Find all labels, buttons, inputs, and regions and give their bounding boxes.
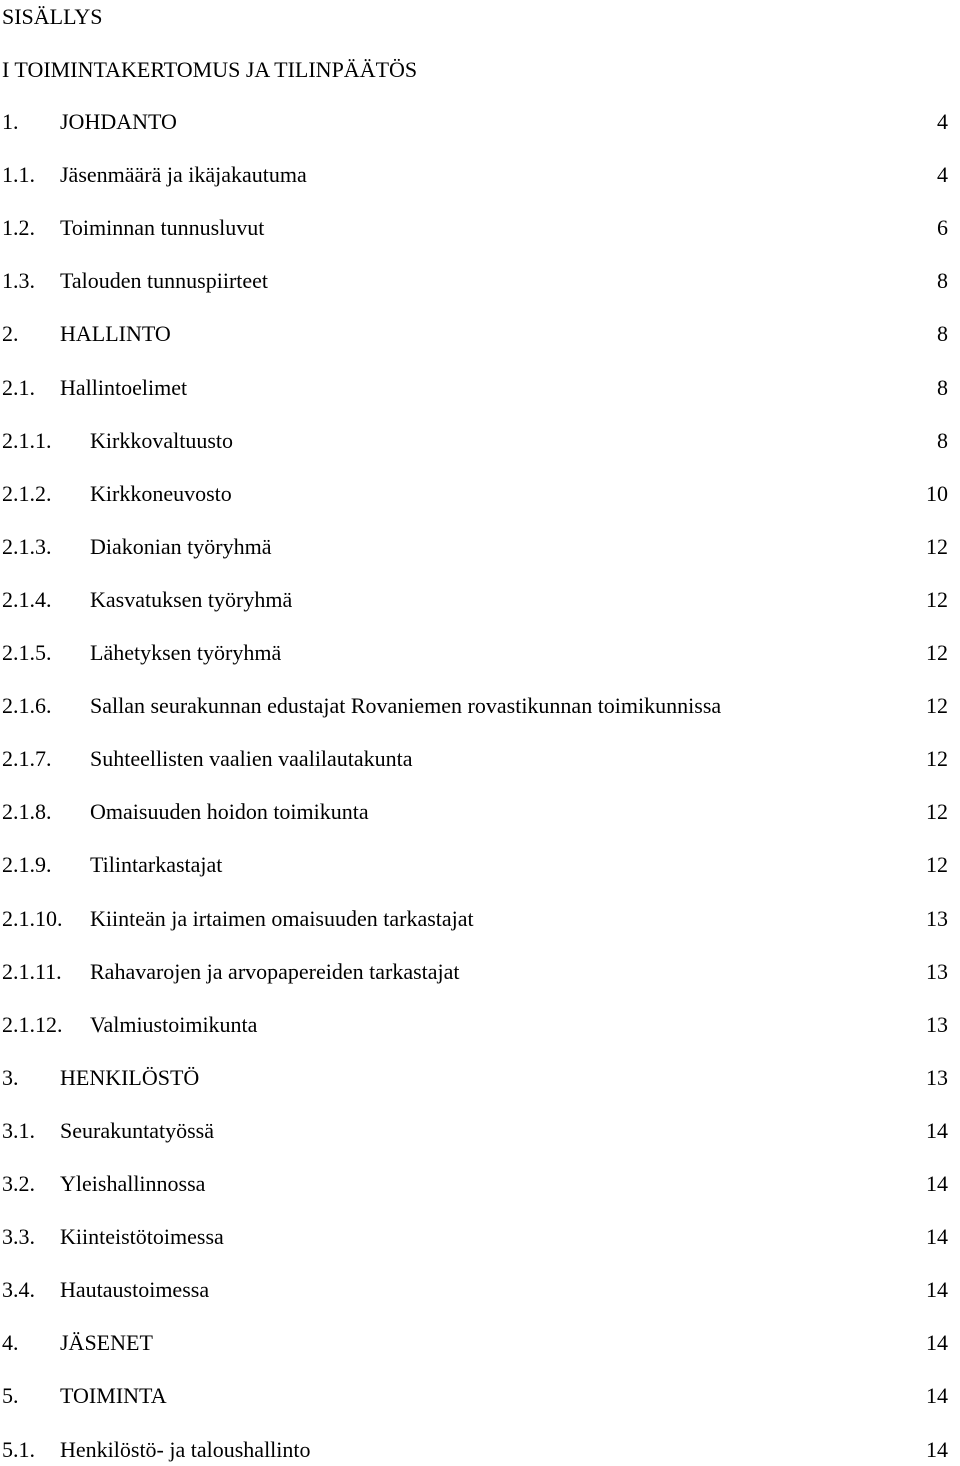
toc-entry-title: Kiinteistötoimessa (60, 1224, 224, 1250)
toc-entry-title: Talouden tunnuspiirteet (60, 268, 269, 294)
toc-entry-number: 3.2. (2, 1171, 35, 1196)
toc-entry-number: 1.1. (2, 162, 35, 188)
toc-entry[interactable] (2, 904, 948, 934)
toc-entry[interactable] (2, 1222, 948, 1252)
toc-entry-page: 8 (937, 374, 948, 400)
toc-entry-number: 4. (2, 1330, 19, 1356)
toc-entry-number: 1.2. (2, 215, 35, 241)
toc-entry-title: Hallintoelimet (60, 374, 188, 400)
toc-entry-title: Henkilöstö- ja taloushallinto (60, 1436, 311, 1462)
toc-entry-number: 2.1. (2, 374, 35, 400)
toc-entry[interactable] (2, 957, 948, 987)
toc-entry-number: 2.1.4. (2, 586, 52, 612)
toc-entry-number: 5.1. (2, 1436, 35, 1462)
toc-entry-page: 14 (926, 1277, 948, 1303)
toc-entry[interactable] (2, 1275, 948, 1305)
toc-entry-title: Kirkkovaltuusto (90, 427, 233, 453)
toc-entry-page: 8 (937, 321, 948, 347)
toc-entry[interactable] (2, 532, 948, 562)
toc-entry-number: 2.1.8. (2, 799, 52, 825)
toc-entry-title: Jäsenmäärä ja ikäjakautuma (60, 162, 307, 188)
toc-entry-page: 14 (926, 1171, 948, 1196)
toc-entry-title: Suhteellisten vaalien vaalilautakunta (90, 746, 413, 772)
toc-entry[interactable] (2, 1328, 948, 1358)
toc-entry[interactable] (2, 373, 948, 403)
toc-entry[interactable] (2, 797, 948, 827)
toc-entry-page: 12 (926, 586, 948, 612)
toc-entry-page: 14 (926, 1436, 948, 1462)
toc-entry-number: 2. (2, 321, 19, 347)
toc-entry-number: 2.1.3. (2, 533, 52, 559)
toc-entry-title: Rahavarojen ja arvopapereiden tarkastajat (90, 958, 460, 984)
toc-entry[interactable] (2, 744, 948, 774)
toc-entry[interactable] (2, 1116, 948, 1146)
toc-entry-number: 3.3. (2, 1224, 35, 1250)
toc-entry-number: 2.1.5. (2, 640, 52, 665)
toc-entry-title: JOHDANTO (60, 109, 177, 134)
toc-entry-page: 4 (937, 109, 948, 134)
toc-entry-page: 14 (926, 1224, 948, 1250)
toc-entry[interactable] (2, 1063, 948, 1093)
toc-entry[interactable] (2, 850, 948, 880)
toc-entry-number: 2.1.6. (2, 693, 52, 719)
toc-entry-title: Diakonian työryhmä (90, 533, 272, 559)
toc-entry-page: 14 (926, 1117, 948, 1143)
toc-entry-title: TOIMINTA (60, 1383, 167, 1409)
toc-entry-number: 2.1.11. (2, 958, 62, 984)
toc-entry-page: 12 (926, 640, 948, 665)
toc-entry-page: 10 (926, 480, 948, 506)
toc-entry-title: Lähetyksen työryhmä (90, 640, 282, 665)
toc-entry[interactable] (2, 585, 948, 615)
toc-entry-number: 2.1.12. (2, 1011, 63, 1037)
toc-entry[interactable] (2, 213, 948, 243)
toc-entry-page: 13 (926, 958, 948, 984)
toc-entry-page: 12 (926, 799, 948, 825)
toc-entry[interactable] (2, 479, 948, 509)
toc-entry-title: Kiinteän ja irtaimen omaisuuden tarkastajat (90, 905, 474, 931)
toc-entry-number: 1. (2, 109, 19, 134)
toc-entry-number: 2.1.7. (2, 746, 52, 772)
toc-entry-page: 8 (937, 268, 948, 294)
toc-entry-title: Valmiustoimikunta (90, 1011, 258, 1037)
toc-entry-number: 2.1.2. (2, 480, 52, 506)
toc-entry-page: 12 (926, 852, 948, 878)
toc-entry-title: Seurakuntatyössä (60, 1117, 214, 1143)
toc-entry-page: 12 (926, 746, 948, 772)
toc-entry-number: 3. (2, 1064, 19, 1090)
toc-entry[interactable] (2, 319, 948, 349)
toc-entry[interactable] (2, 266, 948, 296)
toc-entry-title: Omaisuuden hoidon toimikunta (90, 799, 369, 825)
toc-entry-page: 12 (926, 533, 948, 559)
toc-entry-page: 6 (937, 215, 948, 241)
toc-entry-page: 13 (926, 1011, 948, 1037)
toc-entry-title: Hautaustoimessa (60, 1277, 210, 1303)
toc-entry-title: Kasvatuksen työryhmä (90, 586, 293, 612)
toc-title: SISÄLLYS (2, 4, 103, 29)
toc-entry[interactable] (2, 107, 948, 137)
toc-entry-title: Sallan seurakunnan edustajat Rovaniemen rovastikunnan toimikunnissa (90, 693, 722, 719)
toc-entry-page: 13 (926, 1064, 948, 1090)
toc-entry-number: 5. (2, 1383, 19, 1409)
toc-entry-page: 14 (926, 1330, 948, 1356)
toc-entry-title: Tilintarkastajat (90, 852, 223, 878)
toc-entry-number: 2.1.10. (2, 905, 63, 931)
toc-entry-page: 4 (937, 162, 948, 188)
toc-entry-title: JÄSENET (60, 1330, 153, 1356)
toc-entry-number: 3.4. (2, 1277, 35, 1303)
toc-entry[interactable] (2, 1435, 948, 1465)
toc-entry-title: HALLINTO (60, 321, 171, 347)
toc-entry[interactable] (2, 1010, 948, 1040)
toc-entry-title: Toiminnan tunnusluvut (60, 215, 265, 241)
toc-entry-number: 3.1. (2, 1117, 35, 1143)
toc-entry[interactable] (2, 1169, 948, 1199)
toc-entry-page: 8 (937, 427, 948, 453)
toc-entry-title: Yleishallinnossa (60, 1171, 206, 1196)
toc-entry[interactable] (2, 426, 948, 456)
toc-entry[interactable] (2, 1381, 948, 1411)
section-heading: I TOIMINTAKERTOMUS JA TILINPÄÄTÖS (2, 57, 418, 82)
toc-entry[interactable] (2, 691, 948, 721)
toc-entry-number: 1.3. (2, 268, 35, 294)
toc-entry-number: 2.1.1. (2, 427, 52, 453)
toc-entry-page: 12 (926, 693, 948, 719)
toc-entry-page: 13 (926, 905, 948, 931)
toc-entry-number: 2.1.9. (2, 852, 52, 878)
toc-entry[interactable] (2, 160, 948, 190)
toc-entry-title: Kirkkoneuvosto (90, 480, 232, 506)
toc-entry-title: HENKILÖSTÖ (60, 1064, 200, 1090)
toc-entry-page: 14 (926, 1383, 948, 1409)
toc-entry[interactable] (2, 638, 948, 668)
